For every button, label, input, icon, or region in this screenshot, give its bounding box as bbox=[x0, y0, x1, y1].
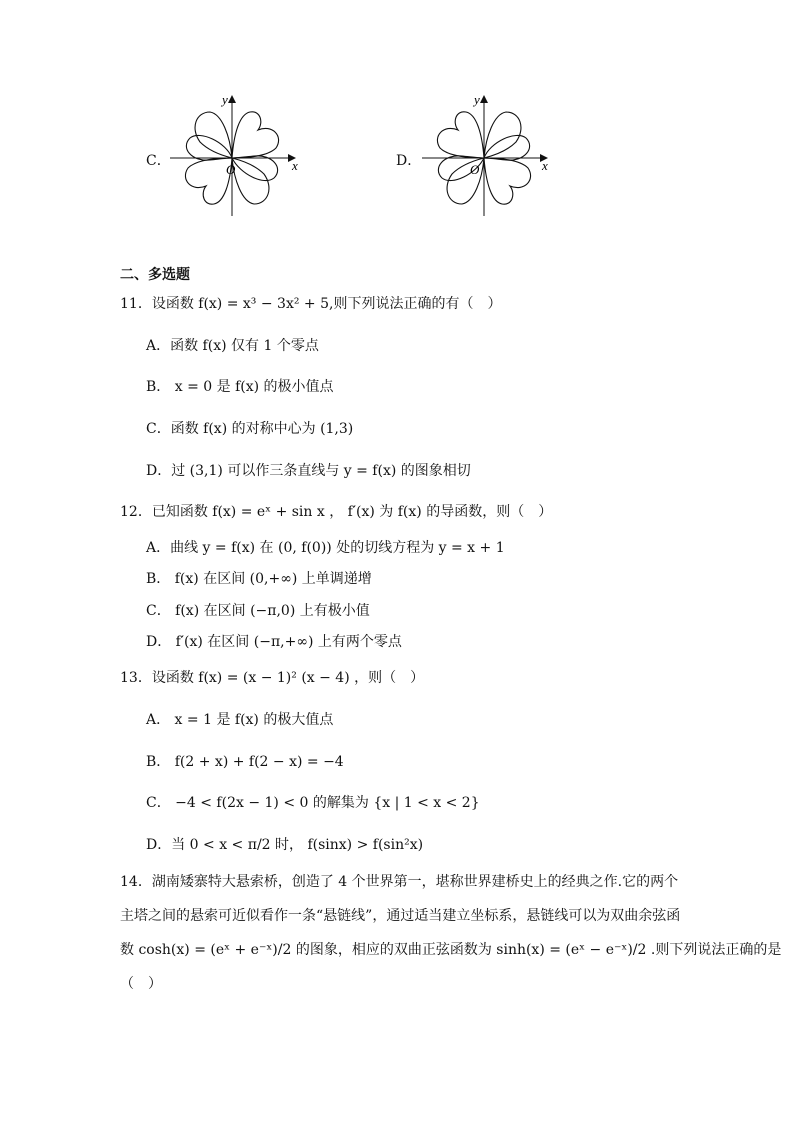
q11-option-c: C．函数 f(x) 的对称中心为 (1,3) bbox=[146, 421, 354, 437]
q12-option-d: D． f′(x) 在区间 (−π,+∞) 上有两个零点 bbox=[146, 634, 402, 650]
origin-label: O bbox=[226, 162, 236, 177]
question-13-stem: 13．设函数 f(x) = (x − 1)² (x − 4) ，则（ ） bbox=[120, 670, 425, 686]
q11-option-d: D．过 (3,1) 可以作三条直线与 y = f(x) 的图象相切 bbox=[146, 463, 471, 479]
origin-label: O bbox=[470, 162, 480, 177]
section-title: 二、多选题 bbox=[120, 267, 190, 283]
q13-option-b: B． f(2 + x) + f(2 − x) = −4 bbox=[146, 754, 344, 770]
question-12-stem: 12．已知函数 f(x) = eˣ + sin x ， f′(x) 为 f(x) 的导函数，则（ ） bbox=[120, 504, 553, 520]
option-d-label: D． bbox=[396, 153, 422, 169]
figure-d-clover-graph bbox=[412, 92, 612, 222]
q12-option-c: C． f(x) 在区间 (−π,0) 上有极小值 bbox=[146, 603, 370, 619]
question-11-stem: 11．设函数 f(x) = x³ − 3x² + 5,则下列说法正确的有（ ） bbox=[120, 296, 502, 312]
y-axis-label: y bbox=[222, 92, 228, 107]
question-14-line-1: 14．湖南矮寨特大悬索桥，创造了 4 个世界第一，堪称世界建桥史上的经典之作.它的两个 bbox=[120, 874, 679, 890]
q13-option-a: A． x = 1 是 f(x) 的极大值点 bbox=[146, 712, 334, 728]
x-axis-label: x bbox=[542, 158, 548, 173]
x-axis-label: x bbox=[292, 158, 298, 173]
q11-option-b: B． x = 0 是 f(x) 的极小值点 bbox=[146, 379, 334, 395]
question-14-line-4: （ ） bbox=[120, 976, 162, 992]
q12-option-b: B． f(x) 在区间 (0,+∞) 上单调递增 bbox=[146, 571, 372, 587]
q13-option-d: D．当 0 < x < π/2 时， f(sinx) > f(sin²x) bbox=[146, 837, 424, 853]
question-14-line-2: 主塔之间的悬索可近似看作一条“悬链线”，通过适当建立坐标系，悬链线可以为双曲余弦函 bbox=[120, 908, 681, 924]
y-axis-label: y bbox=[474, 92, 480, 107]
q12-option-a: A．曲线 y = f(x) 在 (0, f(0)) 处的切线方程为 y = x + 1 bbox=[146, 540, 505, 556]
figure-c-clover-graph bbox=[160, 92, 360, 222]
question-14-line-3: 数 cosh(x) = (eˣ + e⁻ˣ)/2 的图象，相应的双曲正弦函数为 sinh(x) = (eˣ − e⁻ˣ)/2 .则下列说法正确的是 bbox=[120, 942, 782, 958]
option-c-label: C． bbox=[146, 153, 171, 169]
q13-option-c: C． −4 < f(2x − 1) < 0 的解集为 {x | 1 < x < 2} bbox=[146, 795, 480, 811]
q11-option-a: A．函数 f(x) 仅有 1 个零点 bbox=[146, 338, 319, 354]
